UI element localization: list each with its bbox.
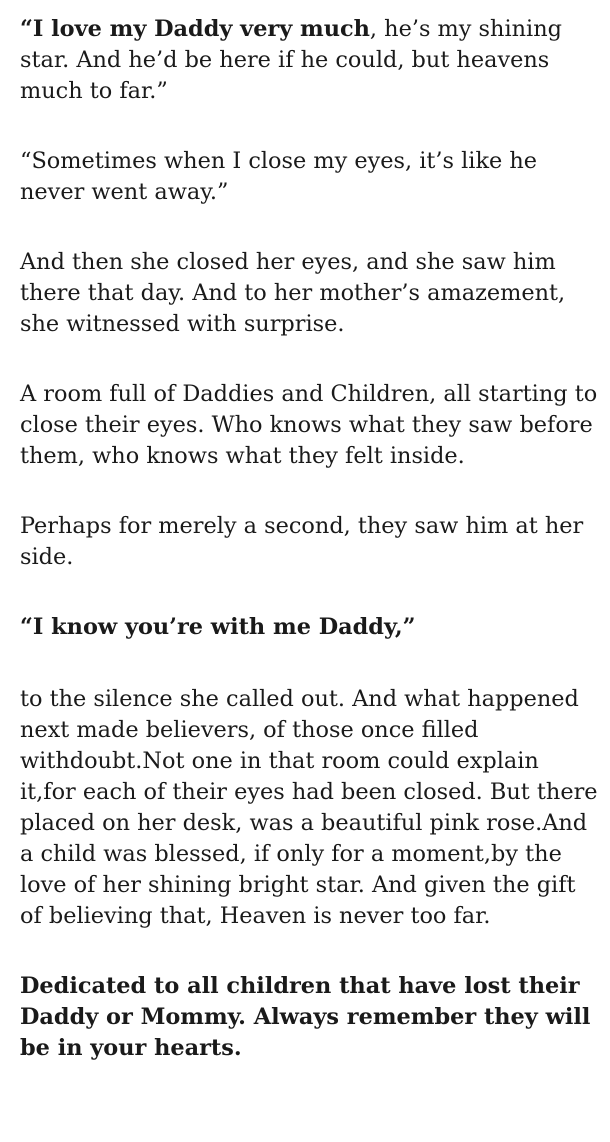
paragraph-5: Perhaps for merely a second, they saw him at her side. [20,513,584,570]
paragraph-7: to the silence she called out. And what happened next made believers, of those once filled withdoubt.Not one in that room could explain it,for each of their eyes had been closed. But there placed on her desk, was a beautiful pink rose.And a child was blessed, if only for a moment,by the love of her shining bright star. And given the gift of believing that, Heaven is never too far. [20,686,598,929]
paragraph-6: “I know you’re with me Daddy,” [20,614,416,640]
paragraph-4: A room full of Daddies and Children, all starting to close their eyes. Who knows what they saw before them, who knows what they felt inside. [20,381,598,469]
paragraph-1 [20,14,600,107]
paragraph-2: “Sometimes when I close my eyes, it’s like he never went away.” [20,148,538,205]
dedication: Dedicated to all children that have lost their Daddy or Mommy. Always remember they will be in your hearts. [20,973,591,1061]
poem-text [20,14,600,1064]
paragraph-1-bold: “I love my Daddy very much [20,16,370,42]
paragraph-3: And then she closed her eyes, and she saw him there that day. And to her mother’s amazement, she witnessed with surprise. [20,249,566,337]
paragraph-1-rest: , he’s my shining star. And he’d be here if he could, but heavens much to far.” [20,16,562,104]
